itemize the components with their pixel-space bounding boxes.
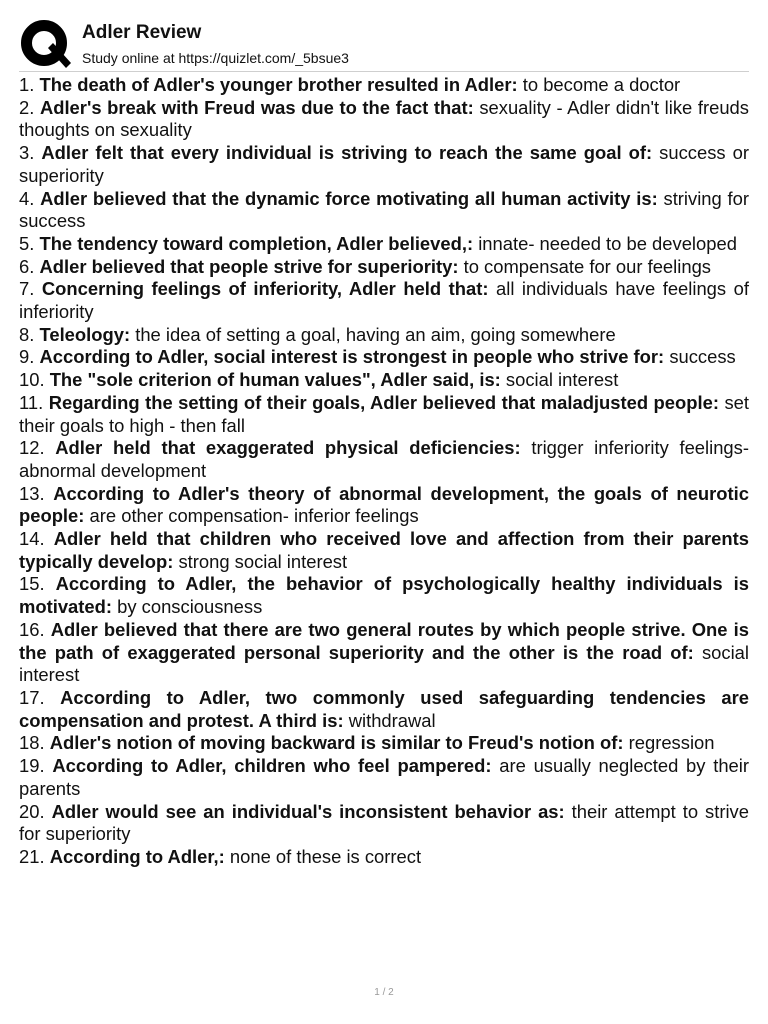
item-number: 17.: [19, 686, 45, 708]
flashcard-item: [19, 732, 749, 755]
item-question: The tendency toward completion, Adler believed,:: [39, 232, 474, 254]
item-question: The "sole criterion of human values", Adler said, is:: [49, 369, 501, 391]
flashcard-item: [19, 346, 749, 369]
item-question: Teleology:: [39, 323, 131, 345]
item-answer: strong social interest: [178, 550, 348, 572]
flashcard-item: [19, 619, 749, 687]
header-divider: [19, 71, 749, 72]
flashcard-item: [19, 278, 749, 323]
flashcard-item: [19, 392, 749, 437]
item-number: 11.: [19, 391, 44, 413]
item-answer: none of these is correct: [229, 845, 422, 867]
quizlet-q-logo-icon: [19, 18, 71, 70]
flashcard-item: [19, 846, 749, 869]
document-subtitle: Study online at https://quizlet.com/_5bsue3: [82, 50, 349, 66]
item-answer: all individuals have feelings of inferiority: [19, 278, 749, 323]
item-question: According to Adler's theory of abnormal development, the goals of neurotic people:: [19, 482, 749, 527]
flashcard-item: [19, 528, 749, 573]
item-answer: to become a doctor: [522, 74, 681, 95]
flashcard-item: [19, 687, 749, 732]
item-number: 3.: [19, 142, 35, 164]
flashcard-item: [19, 573, 749, 618]
item-answer: success: [669, 346, 736, 368]
item-answer: the idea of setting a goal, having an aim, going somewhere: [135, 323, 616, 345]
item-number: 7.: [19, 278, 35, 300]
flashcard-item: [19, 755, 749, 800]
flashcard-item: [19, 801, 749, 846]
item-answer: are other compensation- inferior feelings: [89, 505, 419, 527]
item-number: 16.: [19, 618, 45, 640]
item-question: According to Adler, two commonly used safeguarding tendencies are compensation and protest. A third is:: [19, 686, 749, 731]
item-question: According to Adler,:: [49, 845, 225, 867]
item-answer: innate- needed to be developed: [478, 232, 737, 254]
flashcard-item: [19, 97, 749, 142]
item-answer: striving for success: [19, 187, 749, 232]
item-number: 2.: [19, 96, 35, 118]
item-answer: social interest: [19, 641, 749, 686]
item-number: 1.: [19, 74, 35, 95]
item-question: Adler's notion of moving backward is similar to Freud's notion of:: [49, 732, 624, 754]
item-number: 4.: [19, 187, 35, 209]
item-number: 14.: [19, 528, 45, 550]
page-number: 1 / 2: [374, 987, 394, 998]
item-number: 8.: [19, 323, 35, 345]
item-question: Regarding the setting of their goals, Adler believed that maladjusted people:: [48, 391, 719, 413]
item-number: 18.: [19, 732, 45, 754]
item-number: 13.: [19, 482, 45, 504]
item-number: 20.: [19, 800, 45, 822]
flashcard-item: [19, 233, 749, 256]
item-number: 9.: [19, 346, 35, 368]
item-question: The death of Adler's younger brother resulted in Adler:: [39, 74, 518, 95]
item-answer: to compensate for our feelings: [463, 255, 711, 277]
flashcard-item: [19, 483, 749, 528]
item-number: 21.: [19, 845, 45, 867]
flashcard-item: [19, 369, 749, 392]
flashcard-item: [19, 188, 749, 233]
item-question: Adler held that exaggerated physical deficiencies:: [55, 437, 521, 459]
item-number: 6.: [19, 255, 35, 277]
item-answer: their attempt to strive for superiority: [19, 800, 749, 845]
item-question: According to Adler, social interest is strongest in people who strive for:: [39, 346, 665, 368]
item-question: Adler would see an individual's inconsistent behavior as:: [51, 800, 565, 822]
item-question: Concerning feelings of inferiority, Adler held that:: [41, 278, 489, 300]
item-answer: by consciousness: [117, 596, 263, 618]
flashcard-item: [19, 142, 749, 187]
item-number: 10.: [19, 369, 45, 391]
item-number: 12.: [19, 437, 45, 459]
item-number: 19.: [19, 755, 45, 777]
item-answer: withdrawal: [348, 709, 436, 731]
flashcard-item: [19, 256, 749, 279]
item-answer: sexuality - Adler didn't like freuds thoughts on sexuality: [19, 96, 749, 141]
item-answer: social interest: [505, 369, 619, 391]
item-question: Adler felt that every individual is striving to reach the same goal of:: [41, 142, 653, 164]
item-number: 5.: [19, 232, 35, 254]
document-title: Adler Review: [82, 22, 202, 43]
flashcard-item: [19, 324, 749, 347]
item-answer: are usually neglected by their parents: [19, 755, 749, 799]
flashcard-item: [19, 74, 749, 97]
item-question: Adler believed that people strive for superiority:: [39, 255, 459, 277]
item-question: According to Adler, the behavior of psychologically healthy individuals is motivated:: [19, 573, 749, 618]
item-question: Adler believed that there are two general routes by which people strive. One is the path of exaggerated personal superiority and the other is the road of:: [19, 618, 749, 663]
item-question: Adler believed that the dynamic force motivating all human activity is:: [40, 187, 658, 209]
item-number: 15.: [19, 573, 45, 595]
item-question: Adler held that children who received love and affection from their parents typically develop:: [19, 528, 749, 572]
item-answer: set their goals to high - then fall: [19, 391, 749, 436]
page-header: [19, 18, 749, 70]
flashcard-list: [19, 74, 749, 869]
item-answer: trigger inferiority feelings- abnormal development: [19, 437, 749, 481]
item-answer: regression: [628, 732, 715, 754]
item-answer: success or superiority: [19, 142, 749, 186]
item-question: According to Adler, children who feel pampered:: [52, 755, 492, 777]
item-question: Adler's break with Freud was due to the fact that:: [39, 96, 474, 118]
flashcard-item: [19, 437, 749, 482]
